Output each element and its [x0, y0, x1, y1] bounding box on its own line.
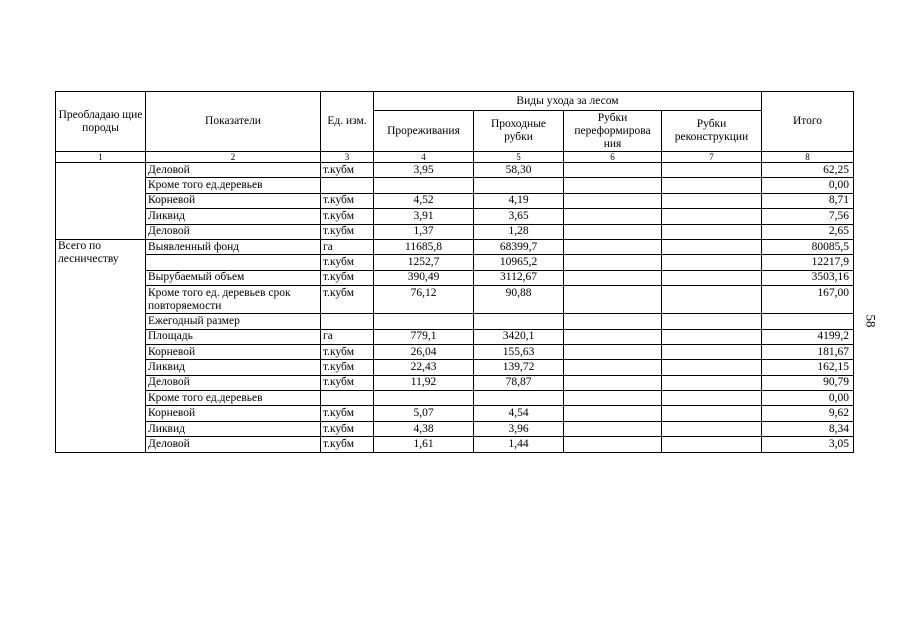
passage-cell [474, 314, 564, 329]
table-row [56, 255, 854, 270]
total-cell: 7,56 [762, 209, 854, 224]
indicator-cell: Ликвид [146, 421, 321, 436]
table-row [56, 209, 854, 224]
total-cell: 0,00 [762, 391, 854, 406]
column-number-row [56, 152, 854, 163]
table-row [56, 375, 854, 390]
reconstruction-cell [662, 286, 762, 314]
table-row [56, 314, 854, 329]
unit-cell: т.кубм [321, 344, 374, 359]
col-num: 6 [564, 152, 662, 163]
col-num: 3 [321, 152, 374, 163]
reconstruction-cell [662, 239, 762, 254]
unit-cell: т.кубм [321, 286, 374, 314]
thinning-cell: 22,43 [374, 360, 474, 375]
reconstruction-cell [662, 375, 762, 390]
unit-cell: т.кубм [321, 406, 374, 421]
reconstruction-cell [662, 255, 762, 270]
indicator-cell: Кроме того ед.деревьев [146, 178, 321, 193]
total-cell [762, 314, 854, 329]
total-cell: 12217,9 [762, 255, 854, 270]
reconstruction-cell [662, 178, 762, 193]
thinning-cell: 11685,8 [374, 239, 474, 254]
total-cell: 0,00 [762, 178, 854, 193]
species-group-cell: Всего по лесничеству [56, 239, 146, 452]
thinning-cell: 779,1 [374, 329, 474, 344]
thinning-cell: 11,92 [374, 375, 474, 390]
total-cell: 62,25 [762, 163, 854, 178]
reconstruction-cell [662, 224, 762, 239]
passage-cell: 4,54 [474, 406, 564, 421]
reconstruction-cell [662, 314, 762, 329]
forest-care-table [55, 91, 854, 453]
passage-cell: 1,44 [474, 437, 564, 452]
reformation-cell [564, 224, 662, 239]
thinning-cell: 76,12 [374, 286, 474, 314]
indicator-cell: Деловой [146, 437, 321, 452]
unit-cell: т.кубм [321, 209, 374, 224]
unit-cell: т.кубм [321, 193, 374, 208]
passage-cell: 4,19 [474, 193, 564, 208]
page-number: 58 [863, 314, 879, 328]
thinning-cell: 3,91 [374, 209, 474, 224]
col-num: 8 [762, 152, 854, 163]
passage-cell: 68399,7 [474, 239, 564, 254]
reformation-cell [564, 270, 662, 285]
unit-cell: т.кубм [321, 360, 374, 375]
header-row-1 [56, 92, 854, 111]
header-total: Итого [762, 92, 854, 152]
total-cell: 80085,5 [762, 239, 854, 254]
reconstruction-cell [662, 406, 762, 421]
reformation-cell [564, 163, 662, 178]
unit-cell: т.кубм [321, 224, 374, 239]
table-row [56, 344, 854, 359]
indicator-cell [146, 255, 321, 270]
species-group-cell [56, 163, 146, 240]
passage-cell: 78,87 [474, 375, 564, 390]
header-unit: Ед. изм. [321, 92, 374, 152]
indicator-cell: Ликвид [146, 209, 321, 224]
reformation-cell [564, 286, 662, 314]
unit-cell [321, 314, 374, 329]
total-cell: 9,62 [762, 406, 854, 421]
col-num: 5 [474, 152, 564, 163]
thinning-cell: 1,61 [374, 437, 474, 452]
passage-cell: 10965,2 [474, 255, 564, 270]
table-row [56, 437, 854, 452]
passage-cell: 139,72 [474, 360, 564, 375]
indicator-cell: Выявленный фонд [146, 239, 321, 254]
col-num: 2 [146, 152, 321, 163]
passage-cell: 3,65 [474, 209, 564, 224]
table-row [56, 286, 854, 314]
table-row [56, 270, 854, 285]
total-cell: 4199,2 [762, 329, 854, 344]
indicator-cell: Деловой [146, 375, 321, 390]
thinning-cell: 390,49 [374, 270, 474, 285]
unit-cell [321, 178, 374, 193]
reconstruction-cell [662, 193, 762, 208]
col-num: 1 [56, 152, 146, 163]
indicator-cell: Ежегодный размер [146, 314, 321, 329]
reformation-cell [564, 209, 662, 224]
table-row [56, 178, 854, 193]
header-care-types: Виды ухода за лесом [374, 92, 762, 111]
passage-cell: 155,63 [474, 344, 564, 359]
header-reconstruction: Рубки реконструкции [662, 111, 762, 152]
reformation-cell [564, 421, 662, 436]
indicator-cell: Кроме того ед. деревьев срок повторяемости [146, 286, 321, 314]
col-num: 4 [374, 152, 474, 163]
reformation-cell [564, 437, 662, 452]
reconstruction-cell [662, 437, 762, 452]
table-row [56, 239, 854, 254]
total-cell: 162,15 [762, 360, 854, 375]
indicator-cell: Площадь [146, 329, 321, 344]
reformation-cell [564, 329, 662, 344]
total-cell: 8,71 [762, 193, 854, 208]
reformation-cell [564, 239, 662, 254]
passage-cell: 3420,1 [474, 329, 564, 344]
thinning-cell: 1252,7 [374, 255, 474, 270]
reformation-cell [564, 375, 662, 390]
reformation-cell [564, 314, 662, 329]
passage-cell: 3,96 [474, 421, 564, 436]
reformation-cell [564, 391, 662, 406]
total-section [56, 239, 854, 452]
reconstruction-cell [662, 270, 762, 285]
reformation-cell [564, 193, 662, 208]
reformation-cell [564, 178, 662, 193]
reformation-cell [564, 360, 662, 375]
thinning-cell: 3,95 [374, 163, 474, 178]
total-cell: 2,65 [762, 224, 854, 239]
table-row [56, 391, 854, 406]
reconstruction-cell [662, 209, 762, 224]
header-indicators: Показатели [146, 92, 321, 152]
reconstruction-cell [662, 163, 762, 178]
reconstruction-cell [662, 329, 762, 344]
thinning-cell [374, 178, 474, 193]
unit-cell [321, 391, 374, 406]
total-cell: 181,67 [762, 344, 854, 359]
indicator-cell: Корневой [146, 193, 321, 208]
thinning-cell: 4,38 [374, 421, 474, 436]
top-section [56, 163, 854, 240]
reformation-cell [564, 344, 662, 359]
unit-cell: га [321, 239, 374, 254]
thinning-cell: 4,52 [374, 193, 474, 208]
table-row [56, 163, 854, 178]
table-row [56, 193, 854, 208]
unit-cell: т.кубм [321, 375, 374, 390]
unit-cell: т.кубм [321, 437, 374, 452]
table-row [56, 421, 854, 436]
passage-cell: 58,30 [474, 163, 564, 178]
reformation-cell [564, 255, 662, 270]
header-reformation: Рубки переформирова ния [564, 111, 662, 152]
reconstruction-cell [662, 360, 762, 375]
table-row [56, 406, 854, 421]
reconstruction-cell [662, 344, 762, 359]
table-row [56, 329, 854, 344]
header-species: Преобладаю щие породы [56, 92, 146, 152]
indicator-cell: Деловой [146, 224, 321, 239]
indicator-cell: Ликвид [146, 360, 321, 375]
unit-cell: т.кубм [321, 255, 374, 270]
reconstruction-cell [662, 421, 762, 436]
thinning-cell: 1,37 [374, 224, 474, 239]
total-cell: 3503,16 [762, 270, 854, 285]
unit-cell: т.кубм [321, 421, 374, 436]
col-num: 7 [662, 152, 762, 163]
passage-cell: 90,88 [474, 286, 564, 314]
unit-cell: га [321, 329, 374, 344]
passage-cell: 3112,67 [474, 270, 564, 285]
reconstruction-cell [662, 391, 762, 406]
passage-cell [474, 391, 564, 406]
total-cell: 8,34 [762, 421, 854, 436]
reformation-cell [564, 406, 662, 421]
table-row [56, 224, 854, 239]
total-cell: 3,05 [762, 437, 854, 452]
unit-cell: т.кубм [321, 270, 374, 285]
thinning-cell [374, 391, 474, 406]
total-cell: 167,00 [762, 286, 854, 314]
unit-cell: т.кубм [321, 163, 374, 178]
thinning-cell [374, 314, 474, 329]
indicator-cell: Деловой [146, 163, 321, 178]
total-cell: 90,79 [762, 375, 854, 390]
passage-cell [474, 178, 564, 193]
indicator-cell: Вырубаемый объем [146, 270, 321, 285]
header-passage: Проходные рубки [474, 111, 564, 152]
thinning-cell: 26,04 [374, 344, 474, 359]
thinning-cell: 5,07 [374, 406, 474, 421]
header-thinning: Прореживания [374, 111, 474, 152]
indicator-cell: Кроме того ед.деревьев [146, 391, 321, 406]
indicator-cell: Корневой [146, 344, 321, 359]
passage-cell: 1,28 [474, 224, 564, 239]
indicator-cell: Корневой [146, 406, 321, 421]
table-row [56, 360, 854, 375]
